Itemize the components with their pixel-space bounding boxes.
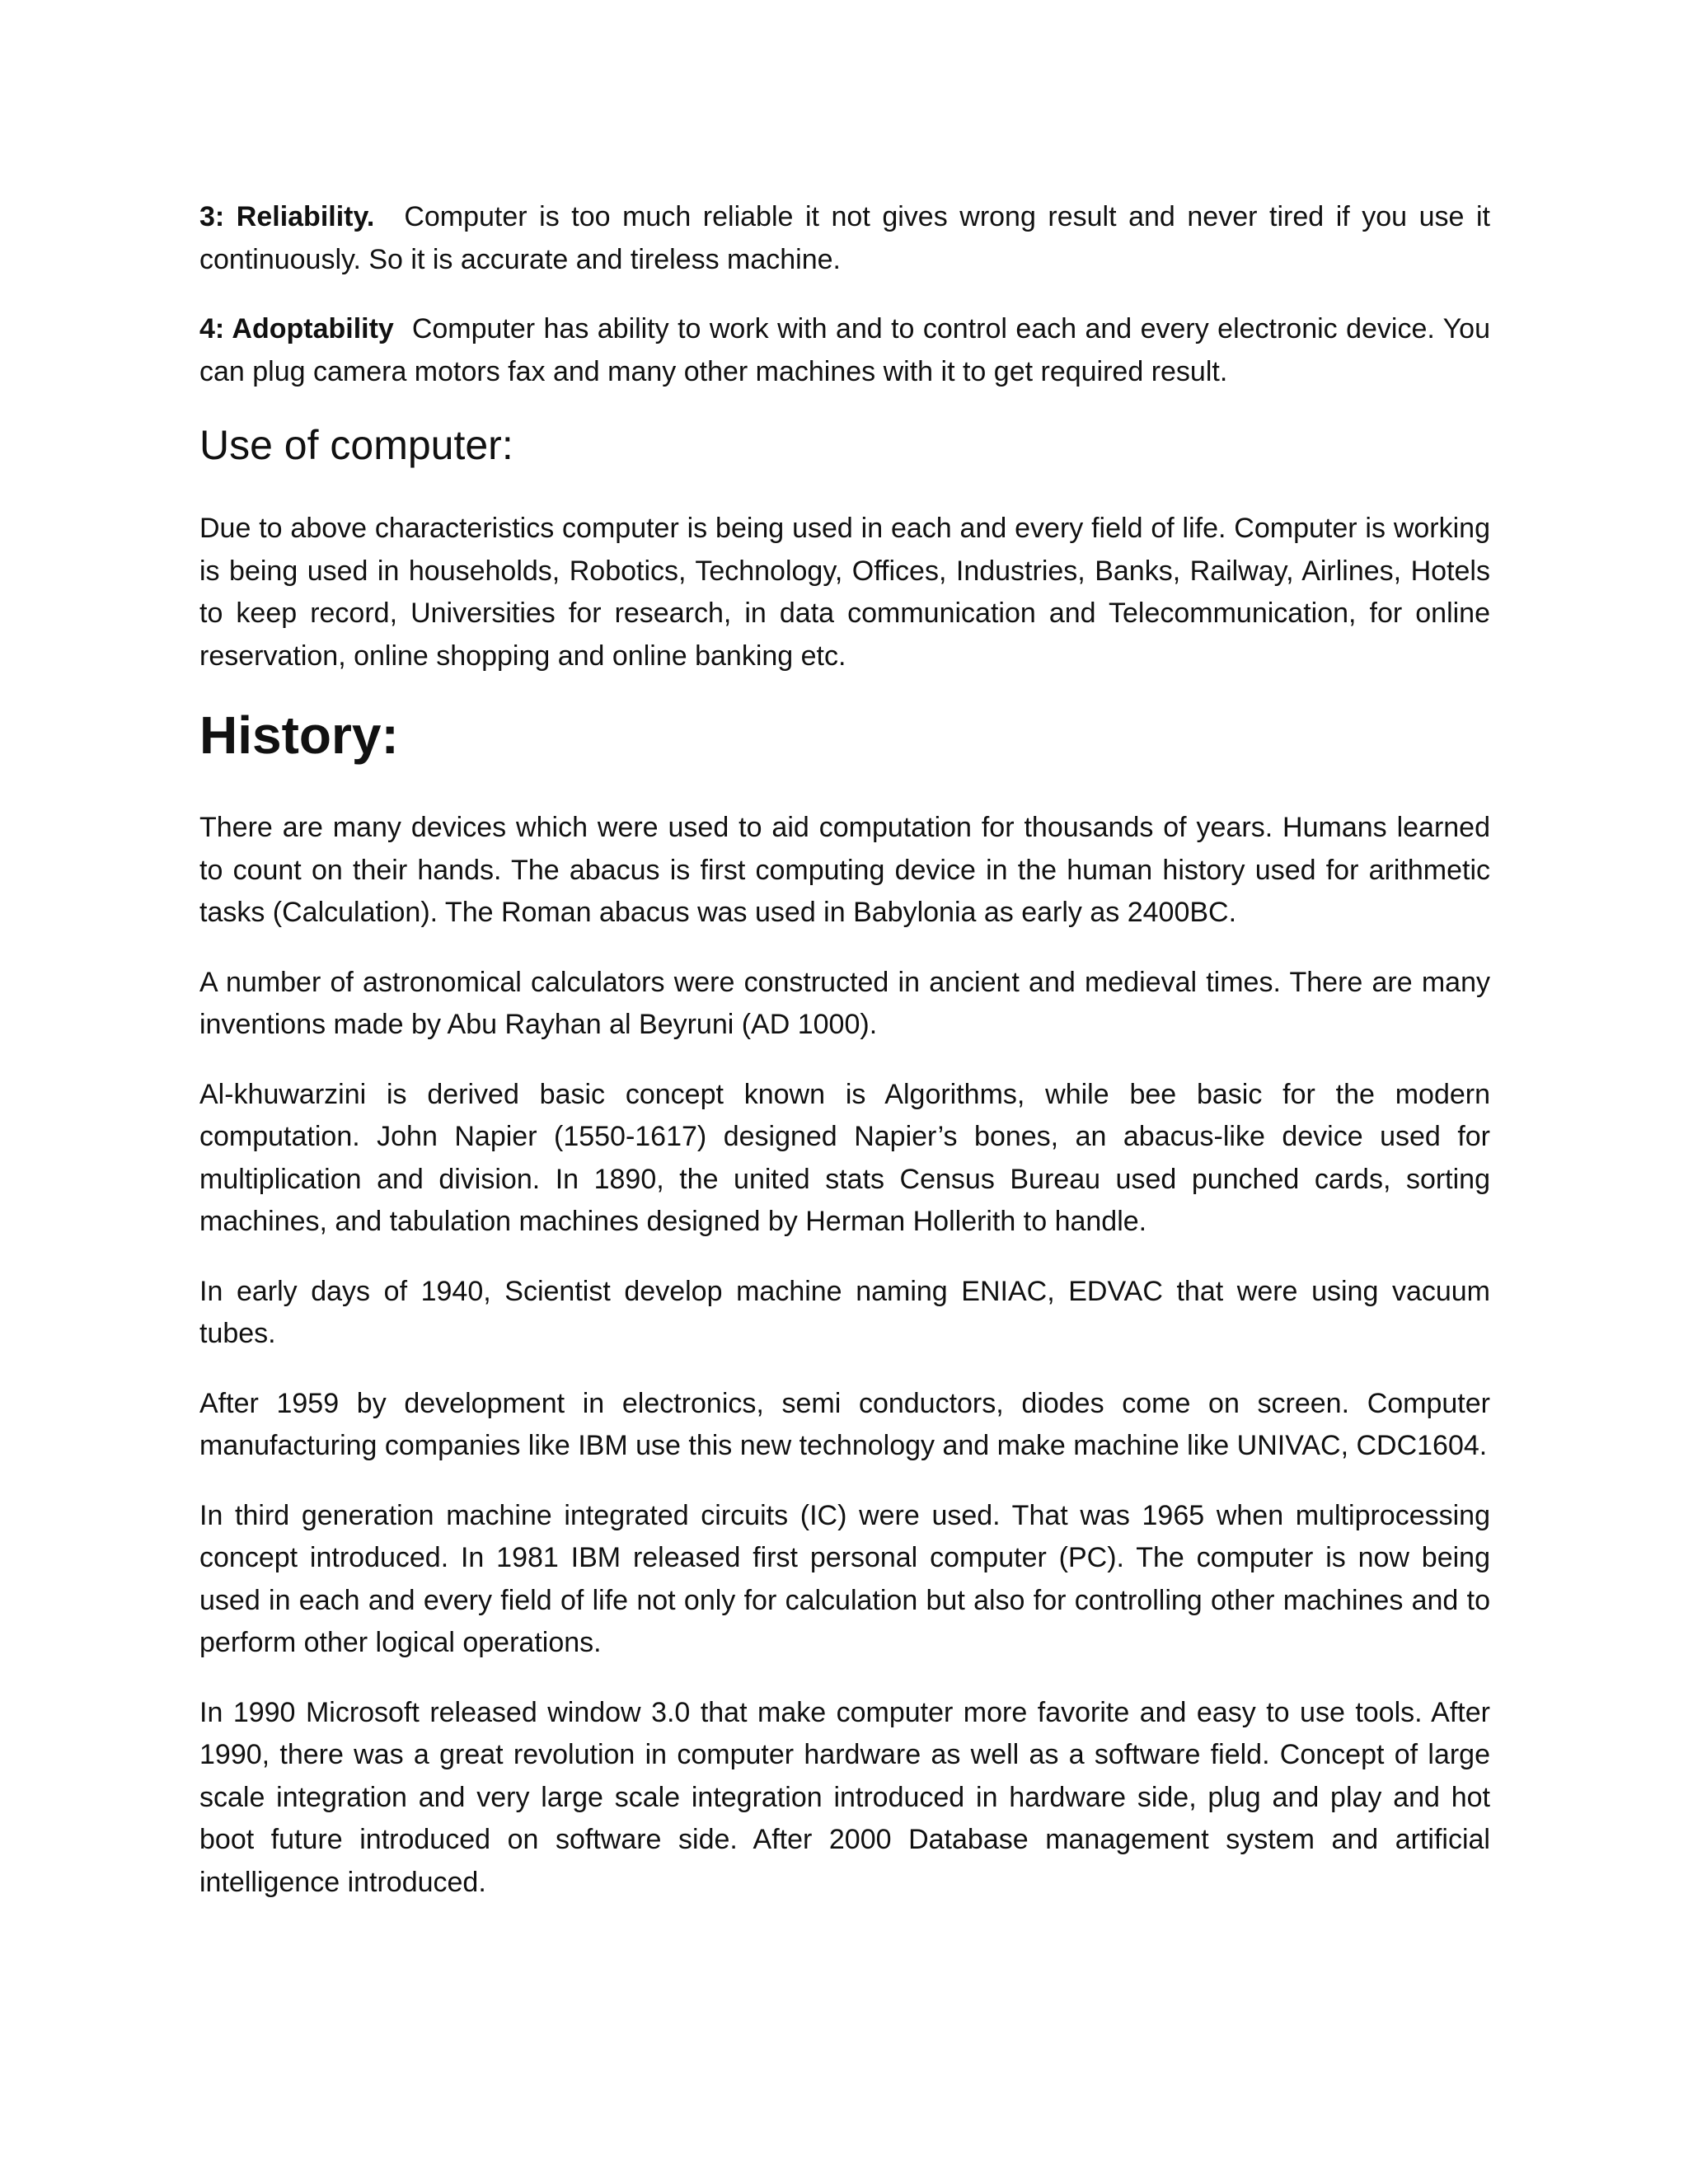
- document-page: [199, 196, 1490, 1931]
- use-of-computer-heading: Use of computer:: [199, 422, 513, 468]
- history-paragraph-2: A number of astronomical calculators were constructed in ancient and medieval times. There are many inventions made by Abu Rayhan al Beyruni (AD 1000).: [199, 966, 1490, 1040]
- adoptability-text: Computer has ability to work with and to control each and every electronic device. You can plug camera motors fax and many other machines with it to get required result.: [199, 313, 1490, 387]
- history-paragraph-6: In third generation machine integrated circuits (IC) were used. That was 1965 when multiprocessing concept introduced. In 1981 IBM released first personal computer (PC). The computer is now being used in each and every field of life not only for calculation but also for controlling other machines and to perform other logical operations.: [199, 1499, 1490, 1658]
- reliability-label: 3: Reliability.: [199, 201, 375, 232]
- history-heading: History:: [199, 705, 399, 765]
- history-paragraph-5: After 1959 by development in electronics, semi conductors, diodes come on screen. Computer manufacturing companies like IBM use this new technology and make machine like UNIVAC, CDC1604.: [199, 1387, 1490, 1461]
- adoptability-paragraph: [199, 308, 1490, 393]
- reliability-paragraph: [199, 196, 1490, 281]
- history-paragraph-3: Al-khuwarzini is derived basic concept known is Algorithms, while bee basic for the modern computation. John Napier (1550-1617) designed Napier’s bones, an abacus-like device used for multiplication and division. In 1890, the united stats Census Bureau used punched cards, sorting machines, and tabulation machines designed by Herman Hollerith to handle.: [199, 1078, 1490, 1237]
- adoptability-label: 4: Adoptability: [199, 313, 394, 344]
- history-paragraph-4: In early days of 1940, Scientist develop machine naming ENIAC, EDVAC that were using vacuum tubes.: [199, 1275, 1490, 1349]
- history-paragraph-1: There are many devices which were used to aid computation for thousands of years. Humans learned to count on their hands. The abacus is first computing device in the human history used for arithmetic tasks (Calculation). The Roman abacus was used in Babylonia as early as 2400BC.: [199, 812, 1490, 928]
- reliability-text: Computer is too much reliable it not gives wrong result and never tired if you use it continuously. So it is accurate and tireless machine.: [199, 201, 1490, 275]
- use-of-computer-paragraph: Due to above characteristics computer is being used in each and every field of life. Computer is working is being used in households, Robotics, Technology, Offices, Industries, Banks, Railway, Airlines, Hotels to keep record, Universities for research, in data communication and Telecommunication, for online reservation, online shopping and online banking etc.: [199, 513, 1490, 672]
- history-paragraph-7: In 1990 Microsoft released window 3.0 that make computer more favorite and easy to use tools. After 1990, there was a great revolution in computer hardware as well as a software field. Concept of large scale integration and very large scale integration introduced in hardware side, plug and play and hot boot future introduced on software side. After 2000 Database management system and artificial intelligence introduced.: [199, 1696, 1490, 1898]
